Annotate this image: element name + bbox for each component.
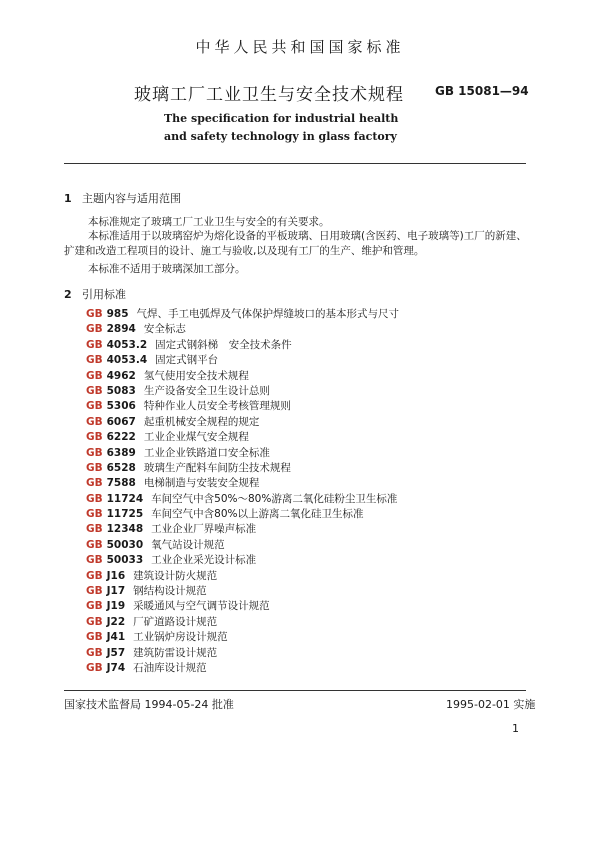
reference-name: 建筑防雷设计规范 bbox=[133, 646, 218, 659]
reference-name: 钢结构设计规范 bbox=[133, 585, 207, 598]
reference-prefix: GB bbox=[86, 508, 103, 521]
reference-number: J19 bbox=[106, 600, 126, 613]
effective-date: 1995-02-01 实施 bbox=[446, 698, 536, 711]
reference-item bbox=[86, 630, 399, 645]
standard-code: GB 15081—94 bbox=[435, 84, 529, 98]
reference-name: 工业企业铁路道口安全标准 bbox=[143, 446, 270, 459]
reference-prefix: GB bbox=[86, 369, 103, 382]
reference-prefix: GB bbox=[86, 585, 103, 598]
reference-number: J16 bbox=[106, 569, 126, 582]
header-divider bbox=[64, 163, 526, 164]
reference-prefix: GB bbox=[86, 338, 103, 351]
reference-list bbox=[86, 307, 399, 676]
reference-name: 特种作业人员安全考核管理规则 bbox=[143, 400, 291, 413]
reference-number: 5306 bbox=[106, 400, 136, 413]
reference-item bbox=[86, 338, 399, 353]
reference-number: 50033 bbox=[106, 554, 144, 567]
reference-name: 石油库设计规范 bbox=[133, 661, 207, 674]
reference-number: J41 bbox=[106, 631, 126, 644]
reference-item bbox=[86, 415, 399, 430]
reference-prefix: GB bbox=[86, 661, 103, 674]
reference-name: 固定式钢斜梯 安全技术条件 bbox=[155, 338, 292, 351]
reference-item bbox=[86, 569, 399, 584]
reference-name: 气焊、手工电弧焊及气体保护焊缝坡口的基本形式与尺寸 bbox=[136, 308, 400, 320]
reference-prefix: GB bbox=[86, 477, 103, 490]
reference-name: 氢气使用安全技术规程 bbox=[143, 369, 249, 382]
reference-item bbox=[86, 522, 399, 537]
reference-prefix: GB bbox=[86, 492, 103, 505]
reference-number: 6528 bbox=[106, 461, 136, 474]
section-2-title: 引用标准 bbox=[82, 288, 126, 301]
reference-name: 厂矿道路设计规范 bbox=[133, 615, 218, 628]
reference-name: 电梯制造与安装安全规程 bbox=[143, 477, 260, 490]
section-1-para-3: 本标准不适用于玻璃深加工部分。 bbox=[88, 263, 246, 275]
reference-number: J74 bbox=[106, 661, 126, 674]
reference-name: 氧气站设计规范 bbox=[151, 538, 225, 551]
reference-prefix: GB bbox=[86, 461, 103, 474]
reference-name: 安全标志 bbox=[143, 323, 186, 336]
section-2-heading bbox=[64, 286, 126, 302]
reference-prefix: GB bbox=[86, 523, 103, 536]
reference-prefix: GB bbox=[86, 631, 103, 644]
reference-item bbox=[86, 661, 399, 676]
reference-prefix: GB bbox=[86, 538, 103, 551]
reference-name: 采暖通风与空气调节设计规范 bbox=[133, 600, 270, 613]
reference-item bbox=[86, 399, 399, 414]
reference-item bbox=[86, 615, 399, 630]
reference-name: 玻璃生产配料车间防尘技术规程 bbox=[143, 461, 291, 474]
reference-item bbox=[86, 584, 399, 599]
reference-number: 2894 bbox=[106, 323, 136, 336]
reference-item bbox=[86, 353, 399, 368]
reference-item bbox=[86, 646, 399, 661]
section-2-number: 2 bbox=[64, 288, 72, 301]
reference-item bbox=[86, 461, 399, 476]
english-title-line1: The specification for industrial health bbox=[164, 112, 399, 125]
reference-prefix: GB bbox=[86, 600, 103, 613]
reference-prefix: GB bbox=[86, 554, 103, 567]
reference-prefix: GB bbox=[86, 415, 103, 428]
reference-number: 6389 bbox=[106, 446, 136, 459]
document-title: 玻璃工厂工业卫生与安全技术规程 bbox=[134, 85, 404, 105]
reference-prefix: GB bbox=[86, 615, 103, 628]
reference-number: 7588 bbox=[106, 477, 136, 490]
reference-number: J57 bbox=[106, 646, 126, 659]
reference-number: 6067 bbox=[106, 415, 136, 428]
reference-name: 车间空气中含50%～80%游离二氧化硅粉尘卫生标准 bbox=[151, 492, 398, 505]
reference-item bbox=[86, 553, 399, 568]
footer-divider bbox=[64, 690, 526, 691]
reference-prefix: GB bbox=[86, 323, 103, 336]
reference-prefix: GB bbox=[86, 308, 103, 320]
reference-item bbox=[86, 322, 399, 337]
reference-prefix: GB bbox=[86, 431, 103, 444]
reference-number: 985 bbox=[106, 308, 129, 320]
reference-number: 4053.4 bbox=[106, 354, 148, 367]
reference-item bbox=[86, 307, 399, 322]
reference-prefix: GB bbox=[86, 446, 103, 459]
reference-number: 6222 bbox=[106, 431, 136, 444]
section-1-para-1: 本标准规定了玻璃工厂工业卫生与安全的有关要求。 bbox=[88, 216, 330, 228]
reference-number: 5083 bbox=[106, 384, 136, 397]
reference-number: 50030 bbox=[106, 538, 144, 551]
reference-item bbox=[86, 446, 399, 461]
reference-number: 12348 bbox=[106, 523, 144, 536]
reference-name: 工业企业煤气安全规程 bbox=[143, 431, 249, 444]
reference-name: 工业锅炉房设计规范 bbox=[133, 631, 228, 644]
reference-item bbox=[86, 430, 399, 445]
reference-name: 建筑设计防火规范 bbox=[133, 569, 218, 582]
reference-prefix: GB bbox=[86, 646, 103, 659]
section-1-heading bbox=[64, 190, 181, 206]
reference-name: 固定式钢平台 bbox=[155, 354, 219, 367]
reference-number: J22 bbox=[106, 615, 126, 628]
reference-number: 4053.2 bbox=[106, 338, 148, 351]
reference-number: 4962 bbox=[106, 369, 136, 382]
section-1-title: 主题内容与适用范围 bbox=[82, 192, 181, 205]
reference-item bbox=[86, 599, 399, 614]
reference-prefix: GB bbox=[86, 384, 103, 397]
reference-item bbox=[86, 369, 399, 384]
reference-number: 11725 bbox=[106, 508, 144, 521]
national-standard-heading: 中华人民共和国国家标准 bbox=[195, 38, 405, 56]
reference-item bbox=[86, 538, 399, 553]
reference-item bbox=[86, 384, 399, 399]
reference-name: 生产设备安全卫生设计总则 bbox=[143, 384, 270, 397]
reference-name: 工业企业厂界噪声标准 bbox=[151, 523, 257, 536]
section-1-number: 1 bbox=[64, 192, 72, 205]
approval-line: 国家技术监督局 1994-05-24 批准 bbox=[64, 698, 234, 711]
reference-name: 车间空气中含80%以上游离二氧化硅卫生标准 bbox=[151, 508, 364, 521]
reference-prefix: GB bbox=[86, 400, 103, 413]
reference-prefix: GB bbox=[86, 569, 103, 582]
reference-name: 工业企业采光设计标准 bbox=[151, 554, 257, 567]
reference-number: J17 bbox=[106, 585, 126, 598]
reference-number: 11724 bbox=[106, 492, 144, 505]
page-number: 1 bbox=[512, 722, 519, 735]
english-title-line2: and safety technology in glass factory bbox=[164, 130, 397, 143]
section-1-para-2: 本标准适用于以玻璃窑炉为熔化设备的平板玻璃、日用玻璃(含医药、电子玻璃等)工厂的新建、扩建和改造工程项目的设计、施工与验收,以及现有工厂的生产、维护和管理。 bbox=[64, 230, 527, 257]
reference-item bbox=[86, 507, 399, 522]
reference-item bbox=[86, 492, 399, 507]
reference-prefix: GB bbox=[86, 354, 103, 367]
reference-name: 起重机械安全规程的规定 bbox=[143, 415, 260, 428]
reference-item bbox=[86, 476, 399, 491]
